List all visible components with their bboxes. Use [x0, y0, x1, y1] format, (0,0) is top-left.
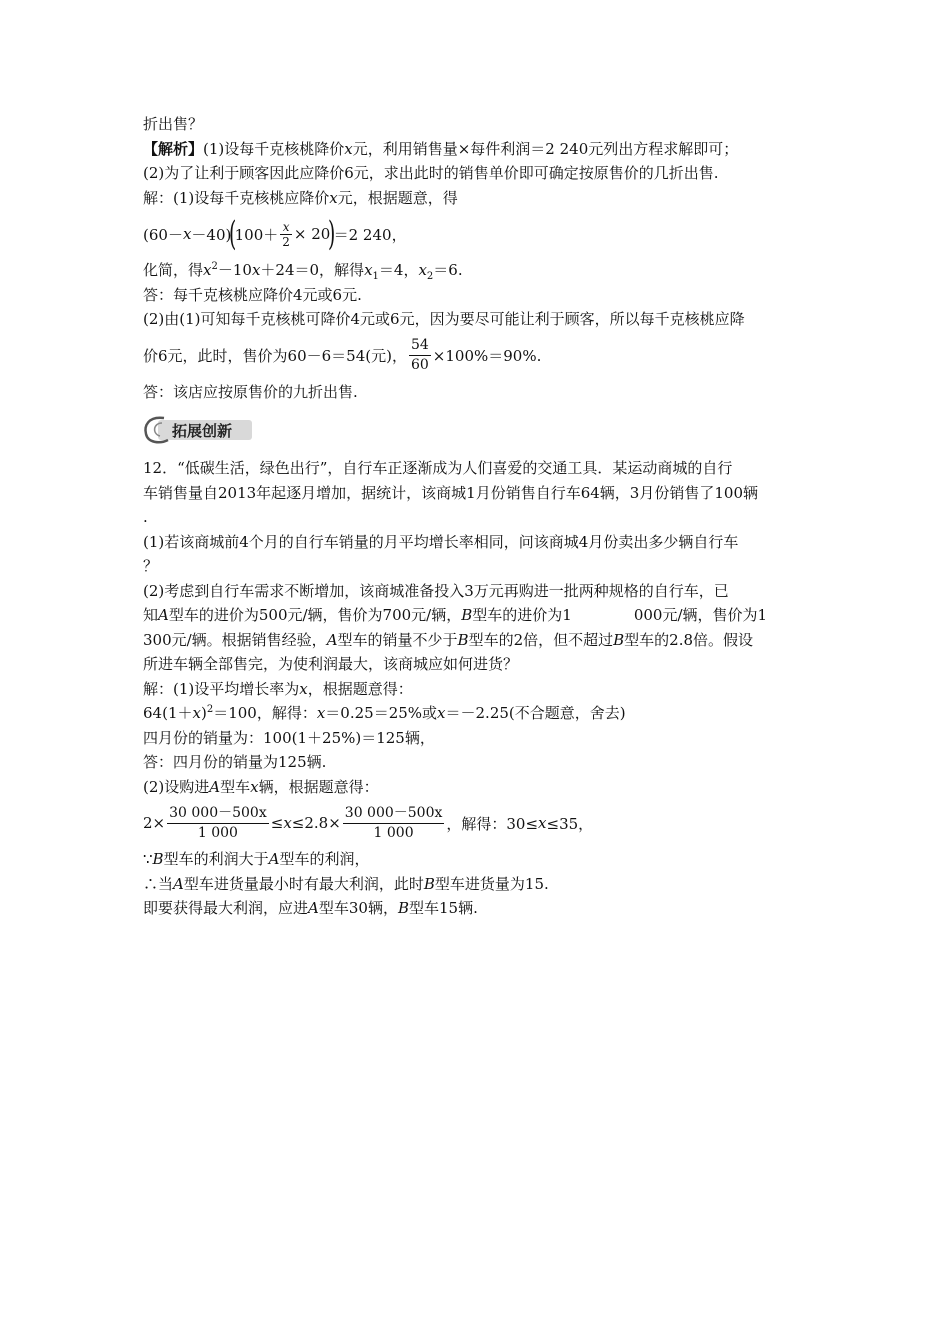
text: 型车的利润大于 — [163, 850, 269, 868]
text: (2)设购进 — [143, 777, 210, 796]
inequality-fraction-1 — [167, 804, 269, 843]
numerator: x — [280, 220, 292, 235]
text: 000元/辆，售价为1 — [633, 606, 768, 624]
analysis-line-2: (2)为了让利于顾客因此应降价6元，求出此时的销售单价即可确定按原售价的几折出售. — [143, 164, 719, 182]
var-A: A — [209, 777, 221, 796]
answer-2: 答：该店应按原售价的九折出售. — [143, 382, 358, 401]
analysis-line-1 — [143, 137, 823, 162]
var-A: A — [158, 606, 169, 624]
var-A: A — [308, 899, 319, 917]
solution2-line-5 — [143, 775, 823, 800]
text: 型车的2倍，但不超过 — [468, 630, 614, 649]
text: ×100%＝90%. — [432, 347, 542, 365]
answer-1: 答：每千克核桃应降价4元或6元. — [143, 285, 362, 304]
text: 型车15辆. — [408, 899, 478, 917]
text: ＝0.25＝25%或 — [325, 704, 438, 722]
analysis-tag: 【解析】 — [143, 139, 204, 158]
numerator: 30 000－500x — [167, 804, 269, 824]
solution2-line-6 — [143, 847, 823, 872]
q12-part1-line-2: ？ — [143, 557, 159, 575]
denominator: 1 000 — [197, 824, 238, 841]
var-x: x — [182, 225, 192, 243]
var-B: B — [152, 850, 164, 868]
text: 100＋ — [234, 225, 279, 244]
text: ＝2 240， — [333, 225, 407, 244]
text: 300元/辆。根据销售经验， — [143, 630, 327, 649]
var-x: x — [418, 261, 427, 279]
text: ∴当 — [143, 874, 174, 893]
text: 解：(1)设平均增长率为 — [143, 679, 300, 698]
part2-line-1: (2)由(1)可知每千克核桃可降价4元或6元，因为要尽可能让利于顾客，所以每千克核桃应降 — [143, 310, 745, 328]
superscript: 2 — [211, 261, 218, 272]
text: 型车的进价为1 — [472, 606, 572, 624]
denominator: 1 000 — [373, 824, 414, 841]
text: 元，根据题意，得 — [337, 188, 458, 207]
text: 型车 — [220, 777, 251, 796]
text: 元，利用销售量×每件利润＝2 240元列出方程求解即可； — [352, 139, 739, 158]
var-x: x — [251, 261, 261, 279]
text: 型车30辆， — [318, 899, 398, 917]
text: × 20 — [293, 225, 331, 243]
solution2-line-4: 答：四月份的销量为125辆. — [143, 753, 327, 771]
var-x: x — [203, 261, 212, 279]
var-B: B — [457, 630, 469, 649]
q12-part2-line-2 — [143, 603, 823, 628]
right-paren: ) — [328, 214, 336, 254]
subscript: 2 — [426, 271, 434, 282]
text: ≤35， — [546, 814, 594, 833]
text: ＝－2.25(不合题意，舍去) — [445, 704, 626, 722]
var-B: B — [397, 899, 409, 917]
solution2-line-2 — [143, 701, 823, 726]
text: 型车进货量最小时有最大利润，此时 — [183, 874, 424, 893]
solution1-line-1 — [143, 186, 823, 211]
q12-part2-line-1: (2)考虑到自行车需求不断增加，该商城准备投入3万元再购进一批两种规格的自行车，已 — [143, 581, 729, 600]
q12-part2-line-4: 所进车辆全部售完，为使利润最大，该商城应如何进货？ — [143, 655, 519, 673]
numerator: 54 — [409, 336, 431, 356]
equation-line — [143, 210, 823, 258]
denominator: 60 — [410, 357, 429, 373]
text: ，根据题意得： — [307, 679, 413, 698]
text: ＋24＝0，解得 — [260, 261, 365, 279]
text: 型车的销量不少于 — [337, 630, 458, 649]
solution2-line-7 — [143, 872, 823, 897]
text: (60－ — [143, 225, 183, 244]
text: (1)设每千克核桃降价 — [203, 139, 345, 158]
fraction-54-over-60 — [409, 336, 431, 375]
denominator: 2 — [282, 234, 290, 249]
var-x: x — [344, 139, 353, 158]
q12-line-2: 车销售量自2013年起逐月增加，据统计，该商城1月份销售自行车64辆，3月份销售了100辆 — [143, 483, 758, 502]
var-B: B — [423, 874, 435, 893]
fraction-x-over-2 — [280, 220, 292, 249]
var-A: A — [268, 850, 280, 868]
text: ＝4， — [378, 261, 419, 279]
text: ) — [200, 704, 207, 722]
text: 型车的2.8倍。假设 — [624, 630, 754, 649]
inequality-line — [143, 799, 823, 847]
superscript: 2 — [206, 704, 214, 715]
text: 型车的利润， — [279, 850, 370, 868]
q12-part2-line-3 — [143, 628, 823, 653]
question-tail: 折出售？ — [143, 115, 204, 133]
var-B: B — [613, 630, 625, 649]
solution2-line-8 — [143, 896, 823, 921]
solution2-line-3: 四月份的销量为：100(1＋25%)＝125辆， — [143, 728, 435, 747]
var-x: x — [299, 679, 308, 698]
part2-line-2 — [143, 332, 823, 380]
q12-line-1: 12．“低碳生活，绿色出行”，自行车正逐渐成为人们喜爱的交通工具．某运动商城的自行 — [143, 459, 733, 477]
text: ＝6. — [433, 261, 463, 279]
var-A: A — [326, 630, 338, 649]
var-x: x — [316, 704, 326, 722]
var-x: x — [250, 777, 259, 796]
var-A: A — [173, 874, 184, 893]
text: 辆，根据题意得： — [258, 777, 379, 796]
var-x: x — [192, 704, 201, 722]
var-x: x — [364, 261, 373, 279]
section-banner — [142, 410, 823, 448]
text: ≤2.8× — [291, 814, 341, 832]
left-paren: ( — [229, 214, 237, 254]
q12-part1-line-1: (1)若该商城前4个月的自行车销量的月平均增长率相同，问该商城4月份卖出多少辆自行车 — [143, 532, 739, 551]
text: ，解得：30≤ — [446, 814, 539, 833]
text: ∵ — [143, 850, 153, 868]
text: 64(1＋ — [143, 704, 193, 722]
text: 型车的进价为500元/辆，售价为700元/辆， — [168, 606, 462, 624]
banner-icon — [142, 412, 254, 446]
var-x: x — [329, 188, 338, 207]
var-x: x — [437, 704, 446, 722]
var-x: x — [283, 814, 292, 832]
text: 解：(1)设每千克核桃应降价 — [143, 188, 330, 207]
text: ≤ — [270, 814, 284, 832]
var-x: x — [538, 814, 547, 832]
text: 知 — [143, 606, 159, 624]
subscript: 1 — [372, 271, 379, 282]
var-B: B — [461, 606, 473, 624]
text: －40) — [191, 225, 232, 244]
numerator: 30 000－500x — [343, 804, 445, 824]
text: ＝100，解得： — [213, 704, 317, 722]
inequality-fraction-2 — [343, 804, 445, 843]
document-body — [143, 112, 823, 921]
q12-line-3: . — [143, 508, 148, 526]
solution2-line-1 — [143, 677, 823, 702]
text: 化简，得 — [143, 261, 204, 279]
text: 2× — [143, 814, 166, 832]
text: 即要获得最大利润，应进 — [143, 899, 309, 917]
text: 型车进货量为15. — [434, 874, 549, 893]
text: 价6元，此时，售价为60－6＝54(元)， — [143, 347, 407, 365]
text: －10 — [217, 261, 252, 279]
simplify-line — [143, 258, 823, 283]
banner-text: 拓展创新 — [172, 422, 233, 440]
